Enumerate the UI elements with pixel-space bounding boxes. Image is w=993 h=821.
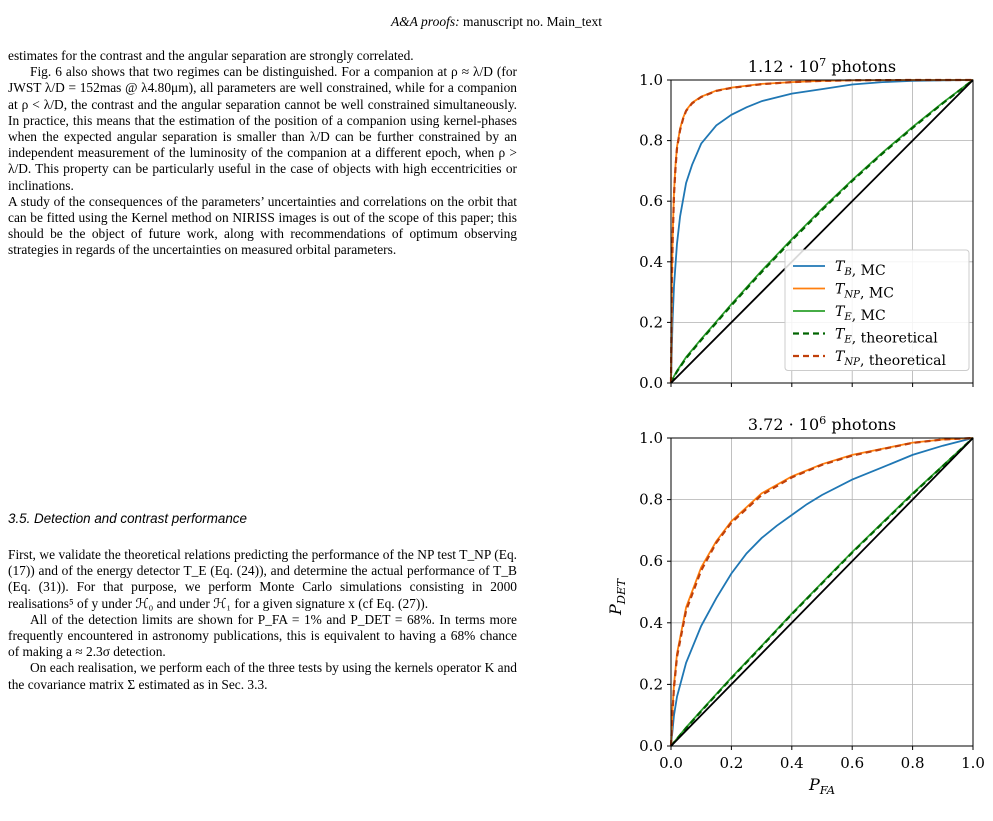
x-tick-label: 0.4 [779,754,804,772]
legend-label: $T_E$, MC [835,304,886,324]
y-tick-label: 0.6 [639,552,663,571]
x-tick-label: 1.0 [961,754,985,772]
manuscript-label: manuscript no. Main_text [462,14,603,29]
roc-panel-2 [606,414,985,797]
paragraph-6: On each realisation, we perform each of the three tests by using the kernels operator K and the covariance matrix Σ estimated as in Sec. 3.3. [8,660,517,692]
x-tick-label: 0.6 [840,754,865,772]
roc-figure [590,40,990,820]
paragraph-5: All of the detection limits are shown for P_FA = 1% and P_DET = 68%. In terms more frequently encountered in astronomy publications, this is equivalent to having a 68% chance of making a ≈ 2.3σ detection. [8,611,517,660]
y-tick-label: 0.2 [639,313,663,332]
y-tick-label: 0.6 [639,192,663,211]
text-block-bottom [8,547,517,693]
paragraph-3: A study of the consequences of the parameters’ uncertainties and correlations on the orbit that can be fitted using the Kernel method on NIRISS images is out of the scope of this paper; this should be the object of future work, along with recommendations of optimum observing strategies in regards of the uncertainties on measured orbital parameters. [8,193,517,258]
running-header [0,14,993,30]
y-tick-label: 0.2 [639,675,663,694]
paragraph-2: Fig. 6 also shows that two regimes can be distinguished. For a companion at ρ ≈ λ/D (for JWST λ/D = 152mas @ λ4.80μm), all parameters are well constrained, while for a companion at ρ < λ/D, the contrast and the angular separation cannot be well constrained simultaneously. In practice, this means that the estimation of the position of a companion using kernel-phases when the expected angular separation is smaller than λ/D can be further constrained by an independent measurement of the luminosity of the companion at a different epoch, when ρ > λ/D. This property can be particularly useful in the case of objects with high eccentricities or inclinations. [8,64,517,193]
journal-name: A&A proofs: [390,14,460,29]
legend-label: $T_{NP}$, MC [835,281,894,302]
y-tick-label: 0.4 [639,613,663,632]
paragraph-1: estimates for the contrast and the angular separation are strongly correlated. [8,48,414,63]
y-axis-label: $P_{DET}$ [606,578,628,616]
roc-panel-1 [639,56,973,392]
section-heading: 3.5. Detection and contrast performance [8,511,247,526]
series-diagonal [671,438,973,746]
panel-title: $3.72 \cdot 10^6$ photons [747,414,897,434]
y-tick-label: 0.0 [639,737,663,755]
x-tick-label: 0.0 [659,754,683,772]
legend-label: $T_B$, MC [835,259,886,279]
legend-label: $T_{NP}$, theoretical [835,349,946,369]
x-tick-label: 0.2 [719,754,744,772]
paragraph-4: First, we validate the theoretical relations predicting the performance of the NP test T_NP (Eq. (17)) and of the energy detector T_E (Eq. (24)), and determine the actual performance of T_B (Eq. (31)). For that purpose, we perform Monte Carlo simulations consisting in 2000 realisations⁵ of y under ℋ₀ and under ℋ₁ for a given signature x (cf Eq. (27)). [8,547,517,611]
y-tick-label: 1.0 [639,429,663,447]
y-tick-label: 0.8 [639,490,663,509]
x-axis-label: $P_{FA}$ [808,775,836,797]
text-block-top [8,48,517,259]
y-tick-label: 0.4 [639,252,663,271]
y-tick-label: 0.8 [639,131,663,150]
legend-label: $T_E$, theoretical [835,326,938,347]
y-tick-label: 0.0 [639,374,663,392]
x-tick-label: 0.8 [900,754,925,772]
panel-title: $1.12 \cdot 10^7$ photons [747,56,897,76]
y-tick-label: 1.0 [639,71,663,89]
legend [785,250,969,371]
